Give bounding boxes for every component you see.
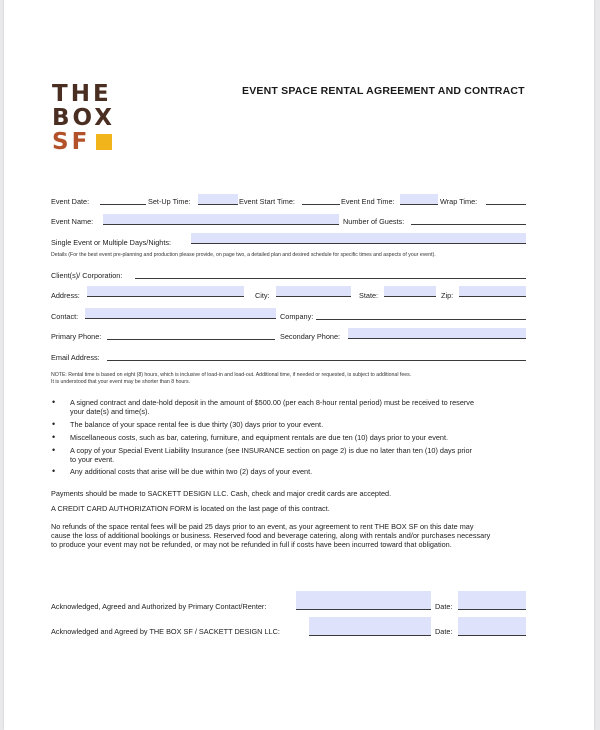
- single-multiple-field[interactable]: [191, 233, 526, 244]
- logo-line-2: BOX: [52, 105, 115, 131]
- event-end-label: Event End Time:: [341, 197, 395, 206]
- bullet-icon: •: [52, 466, 56, 476]
- details-note: Details (For the best event pre-planning and production please provide, on page two, a detailed plan and desired schedule for specific times and aspects of your event).: [51, 252, 436, 258]
- renter-date-label: Date:: [435, 602, 453, 611]
- company-field[interactable]: [316, 319, 526, 320]
- note-line-1: NOTE: Rental time is based on eight (8) hours, which is inclusive of load-in and load-out. Additional time, if needed or requested, is subject to additional fees.: [51, 372, 412, 378]
- event-date-field[interactable]: [100, 204, 146, 205]
- document-page: [4, 0, 594, 730]
- address-field[interactable]: [87, 286, 244, 297]
- ack-renter-label: Acknowledged, Agreed and Authorized by Primary Contact/Renter:: [51, 602, 267, 611]
- credit-card-text: A CREDIT CARD AUTHORIZATION FORM is located on the last page of this contract.: [51, 504, 330, 513]
- city-label: City:: [255, 291, 270, 300]
- single-multiple-label: Single Event or Multiple Days/Nights:: [51, 238, 172, 247]
- bullet-icon: •: [52, 432, 56, 442]
- event-date-label: Event Date:: [51, 197, 90, 206]
- state-field[interactable]: [384, 286, 436, 297]
- bullet-text: A signed contract and date-hold deposit in the amount of $500.00 (per each 8-hour rental period) must be received to reserve: [70, 398, 475, 407]
- ack-company-label: Acknowledged and Agreed by THE BOX SF / SACKETT DESIGN LLC:: [51, 627, 280, 636]
- email-field[interactable]: [107, 360, 526, 361]
- client-label: Client(s)/ Corporation:: [51, 271, 123, 280]
- zip-label: Zip:: [441, 291, 454, 300]
- address-label: Address:: [51, 291, 80, 300]
- event-start-field[interactable]: [302, 204, 340, 205]
- company-date-label: Date:: [435, 627, 453, 636]
- bullet-icon: •: [52, 397, 56, 407]
- wrap-time-field[interactable]: [486, 204, 526, 205]
- bullet-text: to your event.: [70, 455, 115, 465]
- contact-field[interactable]: [85, 308, 276, 319]
- document-title: EVENT SPACE RENTAL AGREEMENT AND CONTRACT: [242, 85, 525, 97]
- contact-label: Contact:: [51, 312, 79, 321]
- renter-date-field[interactable]: [458, 591, 526, 610]
- note-line-2: It is understood that your event may be shorter than 8 hours.: [51, 379, 190, 385]
- the-box-sf-logo: [52, 82, 115, 154]
- company-date-field[interactable]: [458, 617, 526, 636]
- refund-line: No refunds of the space rental fees will be paid 25 days prior to an event, as your agreement to rent THE BOX SF on this date may: [51, 522, 474, 531]
- bullet-text: The balance of your space rental fee is due thirty (30) days prior to your event.: [70, 420, 324, 429]
- event-name-field[interactable]: [103, 214, 339, 225]
- company-signature-field[interactable]: [309, 617, 431, 636]
- bullet-icon: •: [52, 445, 56, 455]
- logo-sf-text: SF: [52, 129, 91, 155]
- city-field[interactable]: [276, 286, 351, 297]
- primary-phone-label: Primary Phone:: [51, 332, 102, 341]
- email-label: Email Address:: [51, 353, 100, 362]
- secondary-phone-label: Secondary Phone:: [280, 332, 341, 341]
- wrap-time-label: Wrap Time:: [440, 197, 478, 206]
- refund-paragraph: [51, 522, 490, 550]
- num-guests-field[interactable]: [411, 224, 526, 225]
- refund-line: cause the loss of additional bookings or business. Reserved food and beverage catering, along with rentals and/or purchases necessary: [51, 531, 491, 541]
- bullet-icon: •: [52, 419, 56, 429]
- bullet-text: Miscellaneous costs, such as bar, catering, furniture, and equipment rentals are due ten (10) days prior to your event.: [70, 433, 449, 442]
- setup-time-field[interactable]: [198, 194, 238, 205]
- event-end-field[interactable]: [400, 194, 438, 205]
- event-name-label: Event Name:: [51, 217, 94, 226]
- client-field[interactable]: [135, 278, 526, 279]
- bullet-text: Any additional costs that arise will be due within two (2) days of your event.: [70, 467, 313, 476]
- logo-square-icon: [96, 134, 112, 150]
- logo-line-1: THE: [52, 81, 112, 107]
- event-start-label: Event Start Time:: [239, 197, 295, 206]
- logo-line-3: [52, 130, 115, 154]
- state-label: State:: [359, 291, 379, 300]
- secondary-phone-field[interactable]: [348, 328, 526, 339]
- setup-time-label: Set-Up Time:: [148, 197, 191, 206]
- renter-signature-field[interactable]: [296, 591, 431, 610]
- bullet-text: your date(s) and time(s).: [70, 407, 150, 417]
- zip-field[interactable]: [459, 286, 526, 297]
- num-guests-label: Number of Guests:: [343, 217, 405, 226]
- payments-text: Payments should be made to SACKETT DESIGN LLC. Cash, check and major credit cards are accepted.: [51, 489, 392, 498]
- refund-line: to produce your event may not be refunded, or may not be refunded in full if costs have been incurred toward that obligation.: [51, 540, 452, 550]
- bullet-text: A copy of your Special Event Liability Insurance (see INSURANCE section on page 2) is due no later than ten (10) days prior: [70, 446, 472, 455]
- company-label: Company:: [280, 312, 314, 321]
- primary-phone-field[interactable]: [107, 339, 275, 340]
